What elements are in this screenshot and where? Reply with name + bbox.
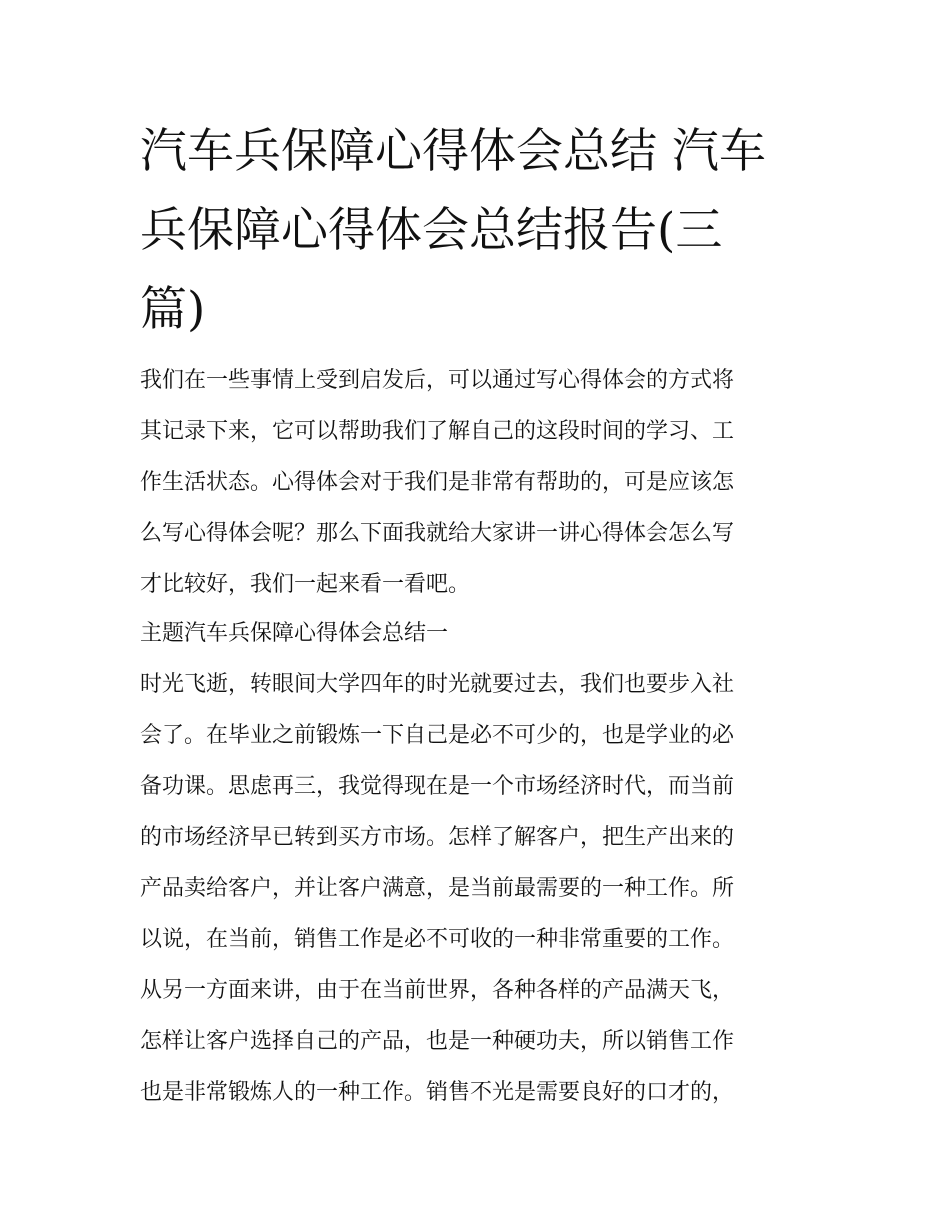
paragraph-line: 会了。在毕业之前锻炼一下自己是必不可少的，也是学业的必 bbox=[140, 723, 735, 748]
title-line: 篇) bbox=[140, 282, 206, 337]
section-heading bbox=[140, 608, 820, 659]
paragraph-line: 以说，在当前，销售工作是必不可收的一种非常重要的工作。 bbox=[140, 927, 735, 952]
paragraph-line: 时光飞逝，转眼间大学四年的时光就要过去，我们也要步入社 bbox=[140, 672, 735, 697]
document-title bbox=[140, 112, 820, 349]
title-line: 汽车兵保障心得体会总结 汽车 bbox=[140, 124, 766, 179]
intro-paragraph bbox=[140, 355, 820, 610]
paragraph-line: 我们在一些事情上受到启发后，可以通过写心得体会的方式将 bbox=[140, 368, 735, 393]
paragraph-line: 么写心得体会呢？那么下面我就给大家讲一讲心得体会怎么写 bbox=[140, 521, 735, 546]
section-paragraph bbox=[140, 659, 820, 1118]
paragraph-line: 从另一方面来讲，由于在当前世界，各种各样的产品满天飞， bbox=[140, 978, 735, 1003]
paragraph-line: 产品卖给客户，并让客户满意，是当前最需要的一种工作。所 bbox=[140, 876, 735, 901]
paragraph-line: 其记录下来，它可以帮助我们了解自己的这段时间的学习、工 bbox=[140, 419, 735, 444]
paragraph-line: 也是非常锻炼人的一种工作。销售不光是需要良好的口才的， bbox=[140, 1080, 735, 1105]
paragraph-line: 的市场经济早已转到买方市场。怎样了解客户，把生产出来的 bbox=[140, 825, 735, 850]
paragraph-line: 作生活状态。心得体会对于我们是非常有帮助的，可是应该怎 bbox=[140, 470, 735, 495]
paragraph-line: 怎样让客户选择自己的产品，也是一种硬功夫，所以销售工作 bbox=[140, 1029, 735, 1054]
title-line: 兵保障心得体会总结报告(三 bbox=[140, 203, 723, 258]
section-heading-text: 主题汽车兵保障心得体会总结一 bbox=[140, 621, 449, 646]
paragraph-line: 备功课。思虑再三，我觉得现在是一个市场经济时代，而当前 bbox=[140, 774, 735, 799]
paragraph-line: 才比较好，我们一起来看一看吧。 bbox=[140, 572, 471, 597]
